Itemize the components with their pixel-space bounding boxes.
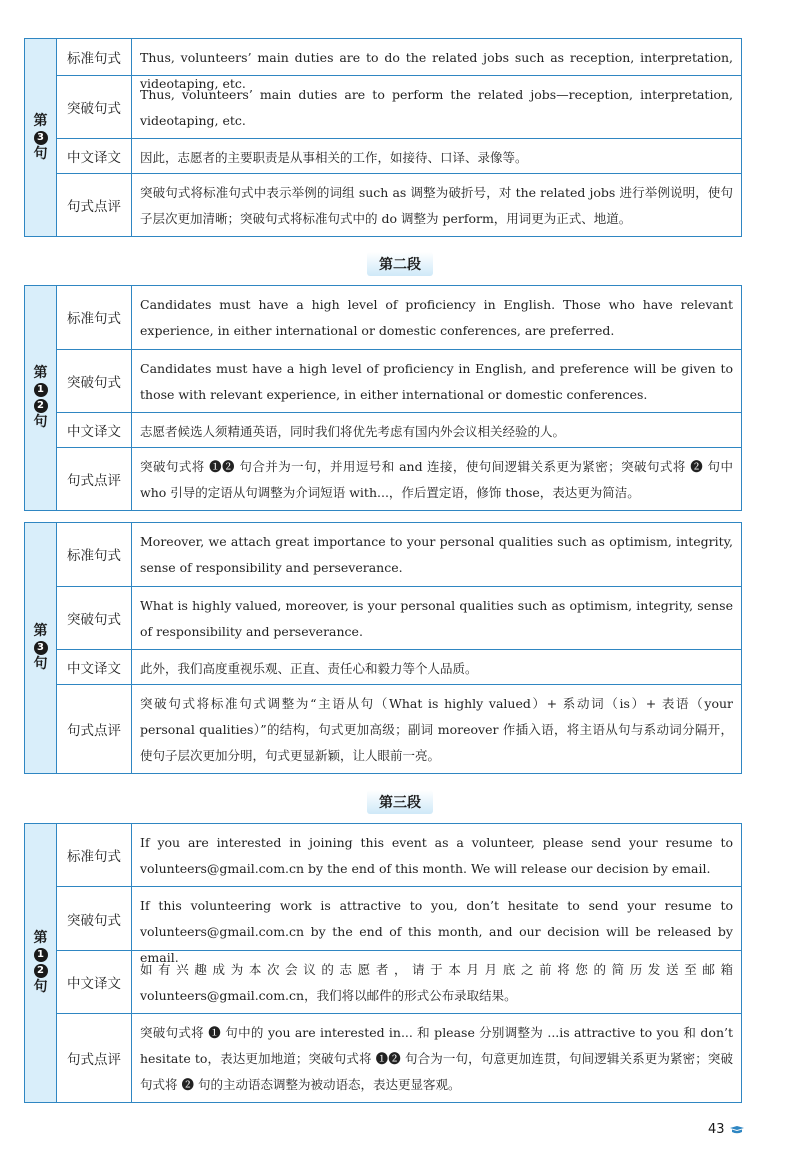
row-type-label: 句式点评	[57, 448, 132, 510]
label-top: 第	[33, 112, 48, 129]
sentence-block-3	[24, 522, 742, 774]
translation-row	[57, 413, 741, 448]
standard-row	[57, 824, 741, 887]
standard-row	[57, 523, 741, 587]
standard-text: Candidates must have a high level of proficiency in English. Those who have relevant experience, in either international or domestic conferences, are preferred.	[140, 297, 733, 338]
comment-text: 突破句式将标准句式中表示举例的词组 such as 调整为破折号，对 the related jobs 进行举例说明，使句子层次更加清晰；突破句式将标准句式中的 do 调整为 perform，用词更为正式、地道。	[140, 185, 733, 226]
section-title: 第二段	[367, 252, 433, 276]
sentence-label	[25, 286, 57, 510]
breakthrough-row	[57, 350, 741, 414]
row-type-label: 标准句式	[57, 39, 132, 75]
standard-row	[57, 286, 741, 350]
label-bottom: 句	[33, 414, 48, 430]
comment-text: 突破句式将标准句式调整为“主语从句（What is highly valued）+ 系动词（is）+ 表语（your personal qualities）”的结构，句式更加高级；副词 moreover 作插入语，将主语从句与系动词分隔开，使句子层次更加分明，句式更显新颖，让人眼前一亮。	[140, 696, 733, 763]
row-type-label: 标准句式	[57, 824, 132, 886]
breakthrough-text: Thus, volunteers’ main duties are to perform the related jobs—reception, interpretation, videotaping, etc.	[140, 87, 733, 128]
translation-text: 志愿者候选人须精通英语，同时我们将优先考虑有国内外会议相关经验的人。	[140, 424, 566, 439]
comment-row	[57, 174, 741, 236]
sentence-number-badge: 1	[34, 948, 48, 962]
sentence-number-badge: 3	[34, 641, 48, 655]
sentence-block-1	[24, 38, 742, 237]
label-top: 第	[33, 365, 48, 381]
label-top: 第	[33, 623, 48, 639]
row-type-label: 句式点评	[57, 174, 132, 236]
comment-row	[57, 685, 741, 773]
page-number: 43	[708, 1122, 725, 1137]
row-type-label: 突破句式	[57, 587, 132, 650]
section-heading-2	[0, 252, 800, 276]
row-type-label: 突破句式	[57, 887, 132, 950]
row-type-label: 句式点评	[57, 1014, 132, 1102]
breakthrough-row	[57, 887, 741, 965]
sentence-label	[25, 39, 57, 236]
breakthrough-row	[57, 76, 741, 139]
label-top: 第	[33, 930, 48, 946]
translation-text: 因此，志愿者的主要职责是从事相关的工作，如接待、口译、录像等。	[140, 150, 528, 165]
row-type-label: 突破句式	[57, 76, 132, 138]
sentence-label	[25, 523, 57, 773]
row-type-label: 中文译文	[57, 413, 132, 447]
translation-row	[57, 650, 741, 685]
translation-row	[57, 139, 741, 174]
standard-text: If you are interested in joining this event as a volunteer, please send your resume to volunteers@gmail.com.cn by the end of this month. We will release our decision by email.	[140, 835, 733, 876]
sentence-number-badge: 2	[34, 964, 48, 978]
row-type-label: 标准句式	[57, 523, 132, 586]
sentence-number-badge: 2	[34, 399, 48, 413]
standard-text: Moreover, we attach great importance to your personal qualities such as optimism, integrity, sense of responsibility and perseverance.	[140, 534, 733, 575]
breakthrough-row	[57, 587, 741, 651]
breakthrough-text: Candidates must have a high level of proficiency in English, and preference will be given to those with relevant experience, in either international or domestic conferences.	[140, 360, 733, 402]
comment-row	[57, 1014, 741, 1102]
comment-text: 突破句式将 ❶ 句中的 you are interested in... 和 please 分别调整为 ...is attractive to you 和 don’t hesitate to，表达更加地道；突破句式将 ❶❷ 句合为一句，句意更加连贯，句间逻辑关系更为紧密；突破句式将 ❷ 句的主动语态调整为被动语态，表达更显客观。	[140, 1025, 733, 1092]
sentence-label	[25, 824, 57, 1102]
breakthrough-text: If this volunteering work is attractive to you, don’t hesitate to send your resume to volunteers@gmail.com.cn by the end of this month, and our decision will be released by email.	[140, 898, 733, 965]
standard-text: Thus, volunteers’ main duties are to do the related jobs such as reception, interpretation, videotaping, etc.	[140, 50, 733, 91]
standard-row	[57, 39, 741, 91]
sentence-number-badge: 1	[34, 383, 48, 397]
translation-row	[57, 951, 741, 1014]
sentence-number-badge: 3	[34, 131, 48, 145]
book-icon	[729, 1125, 745, 1135]
label-bottom: 句	[33, 145, 48, 162]
row-type-label: 标准句式	[57, 286, 132, 349]
comment-row	[57, 448, 741, 510]
row-type-label: 中文译文	[57, 139, 132, 173]
label-bottom: 句	[33, 979, 48, 995]
section-title: 第三段	[367, 790, 433, 814]
sentence-block-2	[24, 285, 742, 511]
row-type-label: 突破句式	[57, 350, 132, 413]
row-type-label: 句式点评	[57, 685, 132, 773]
section-heading-3	[0, 790, 800, 814]
translation-text: 此外，我们高度重视乐观、正直、责任心和毅力等个人品质。	[140, 661, 478, 676]
translation-text: 如有兴趣成为本次会议的志愿者，请于本月月底之前将您的简历发送至邮箱 volunteers@gmail.com.cn，我们将以邮件的形式公布录取结果。	[140, 962, 733, 1003]
breakthrough-text: What is highly valued, moreover, is your personal qualities such as optimism, integrity, sense of responsibility and perseverance.	[140, 597, 733, 639]
label-bottom: 句	[33, 656, 48, 672]
comment-text: 突破句式将 ❶❷ 句合并为一句，并用逗号和 and 连接，使句间逻辑关系更为紧密；突破句式将 ❷ 句中 who 引导的定语从句调整为介词短语 with...，作后置定语，修饰 those，表达更为简洁。	[140, 459, 733, 500]
row-type-label: 中文译文	[57, 650, 132, 684]
row-type-label: 中文译文	[57, 951, 132, 1013]
sentence-block-4	[24, 823, 742, 1103]
